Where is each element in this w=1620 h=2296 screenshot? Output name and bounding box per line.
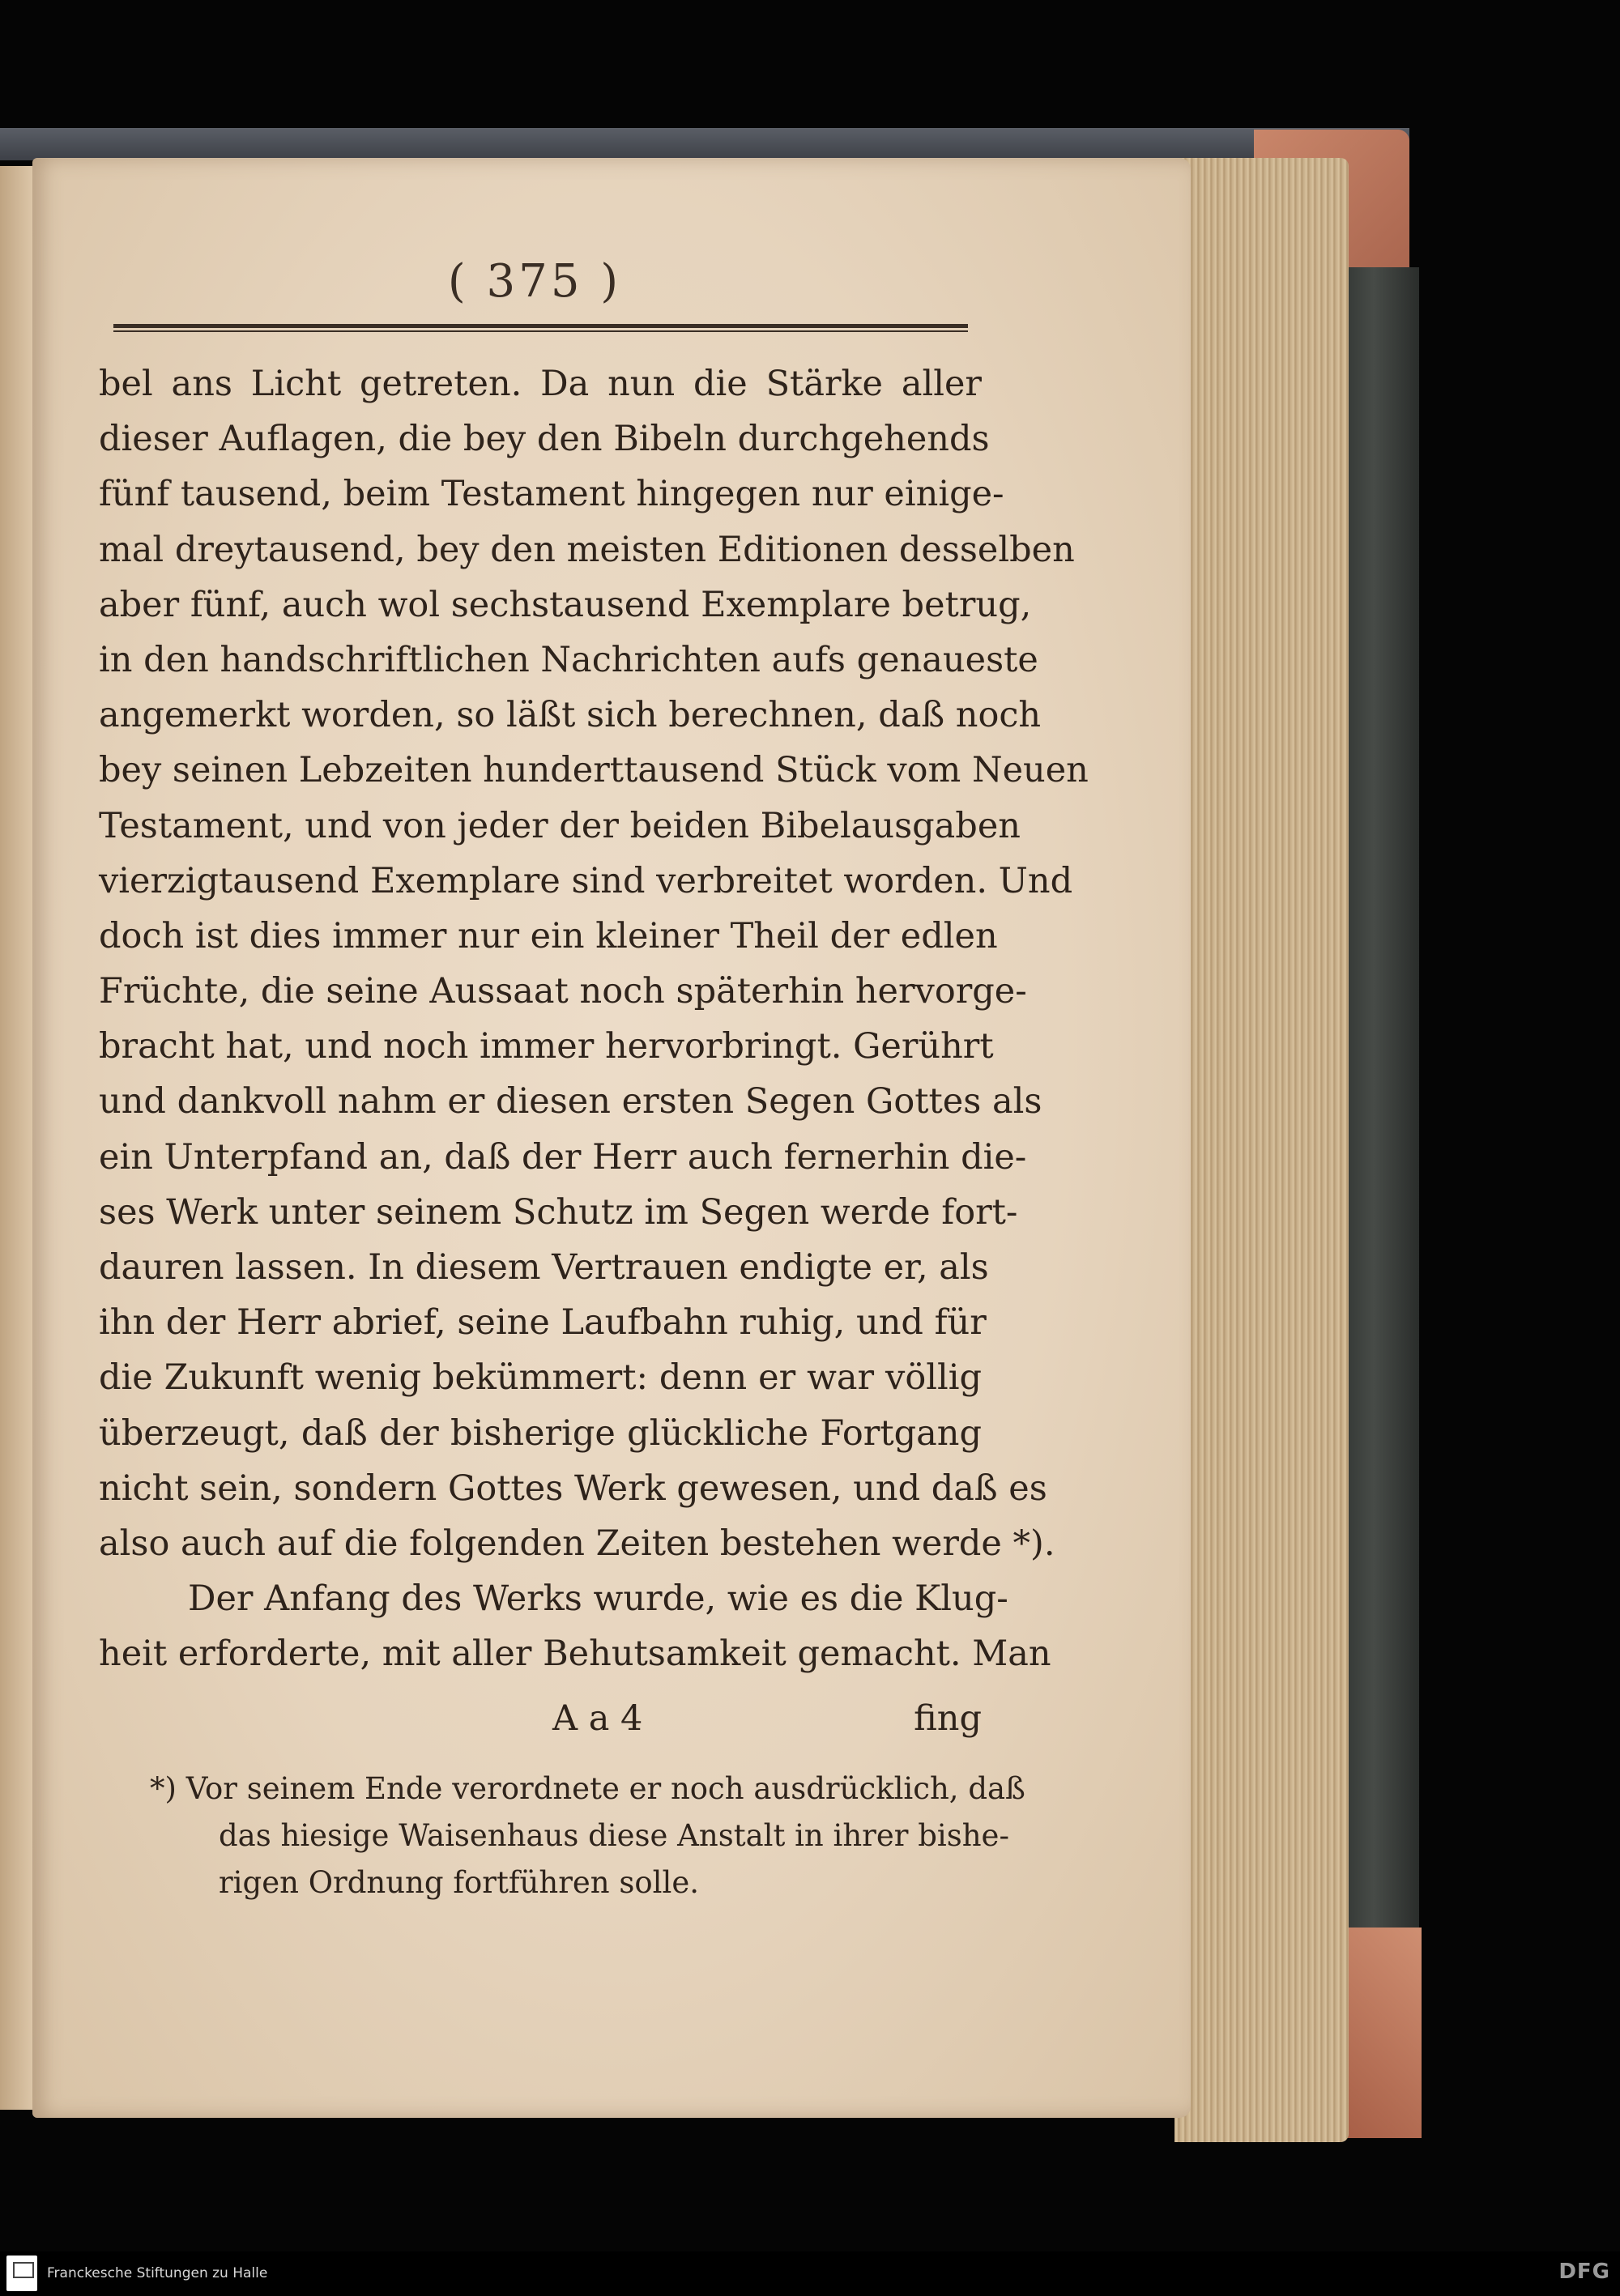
text-line: Testament, und von jeder der beiden Bibelausgaben — [99, 805, 1021, 846]
body-text — [99, 356, 1089, 1682]
signature-mark: A a 4 — [552, 1698, 643, 1739]
footnote — [150, 1766, 1025, 1906]
text-line: fünf tausend, beim Testament hingegen nur einige- — [99, 474, 1004, 515]
text-line: angemerkt worden, so läßt sich berechnen, daß noch — [99, 695, 1042, 736]
text-line: vierzigtausend Exemplare sind verbreitet worden. Und — [99, 860, 1073, 901]
book-cover-top — [0, 128, 1409, 160]
leather-corner-bottom — [1336, 1928, 1422, 2138]
text-line: also auch auf die folgenden Zeiten bestehen werde *). — [99, 1523, 1055, 1564]
text-line: Der Anfang des Werks wurde, wie es die Klug- — [188, 1578, 1008, 1620]
text-line: Früchte, die seine Aussaat noch späterhin hervorge- — [99, 971, 1027, 1012]
text-line: in den handschriftlichen Nachrichten aufs genaueste — [99, 639, 1038, 680]
text-line: bey seinen Lebzeiten hunderttausend Stück vom Neuen — [99, 750, 1089, 791]
text-line: doch ist dies immer nur ein kleiner Theil der edlen — [99, 915, 998, 956]
text-line: ihn der Herr abrief, seine Laufbahn ruhig, und für — [99, 1302, 987, 1344]
catchword: fing — [914, 1698, 982, 1739]
text-line: nicht sein, sondern Gottes Werk gewesen, und daß es — [99, 1467, 1047, 1509]
text-line: die Zukunft wenig bekümmert: denn er war völlig — [99, 1357, 982, 1399]
text-line: überzeugt, daß der bisherige glückliche Fortgang — [99, 1412, 982, 1454]
text-line: bel ans Licht getreten. Da nun die Stärke aller — [99, 364, 982, 404]
institution-logo-icon — [6, 2256, 37, 2291]
header-rule — [113, 324, 968, 332]
text-line: dieser Auflagen, die bey den Bibeln durchgehends — [99, 419, 990, 460]
funder-logo: DFG — [1558, 2260, 1610, 2284]
page-edges — [1174, 158, 1349, 2142]
signature-line — [99, 1691, 982, 1746]
text-line: bracht hat, und noch immer hervorbringt. Gerührt — [99, 1026, 994, 1067]
footnote-line: das hiesige Waisenhaus diese Anstalt in ihrer bishe- — [219, 1818, 1009, 1853]
text-line: mal dreytausend, bey den meisten Editionen desselben — [99, 529, 1075, 570]
owner-credit: Franckesche Stiftungen zu Halle — [47, 2265, 268, 2281]
book-page — [32, 158, 1191, 2118]
text-line: ein Unterpfand an, daß der Herr auch fernerhin die- — [99, 1136, 1027, 1178]
page-number-header: ( 375 ) — [447, 255, 622, 308]
text-line: und dankvoll nahm er diesen ersten Segen Gottes als — [99, 1081, 1042, 1122]
text-line: heit erforderte, mit aller Behutsamkeit gemacht. Man — [99, 1634, 1051, 1675]
text-line: ses Werk unter seinem Schutz im Segen werde fort- — [99, 1191, 1018, 1233]
footnote-line: *) Vor seinem Ende verordnete er noch ausdrücklich, daß — [150, 1771, 1025, 1806]
text-line: dauren lassen. In diesem Vertrauen endigte er, als — [99, 1247, 989, 1288]
footnote-line: rigen Ordnung fortführen solle. — [219, 1865, 699, 1900]
text-line: aber fünf, auch wol sechstausend Exemplare betrug, — [99, 584, 1032, 625]
